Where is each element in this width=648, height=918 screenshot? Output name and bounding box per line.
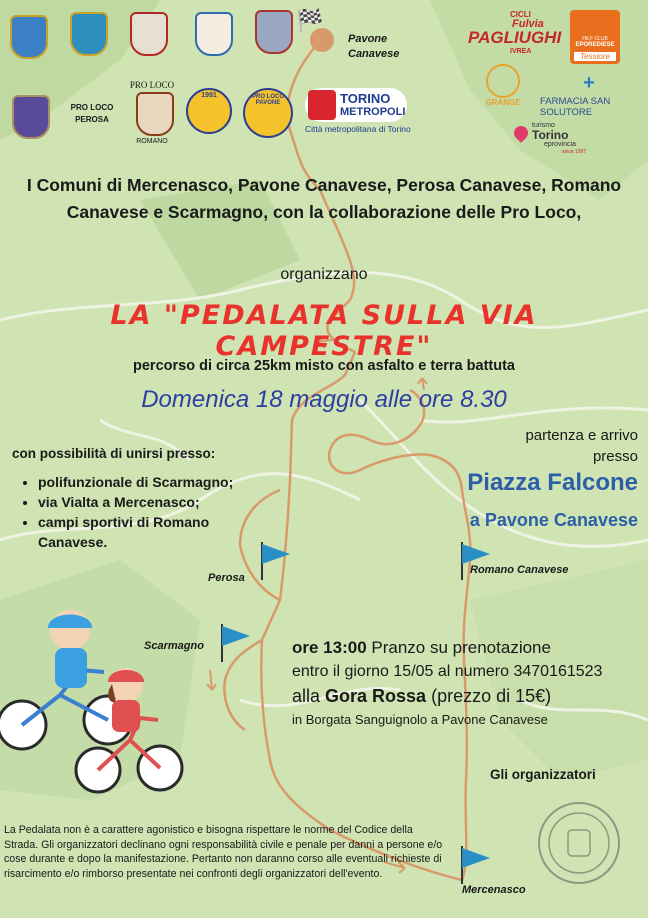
checkered-flags-icon: 🏁 — [296, 8, 324, 33]
place-scarmagno: Scarmagno — [144, 640, 204, 652]
cyclists-illustration — [0, 600, 200, 800]
lunch-price: (prezzo di 15€) — [426, 686, 552, 706]
join-list — [22, 472, 238, 552]
event-date: Domenica 18 maggio alle ore 8.30 — [141, 386, 507, 413]
join-title: con possibilità di unirsi presso: — [12, 446, 216, 461]
piazza-falcone: Piazza Falcone — [467, 469, 638, 496]
start-end-label — [525, 425, 638, 467]
lunch-line-1: Pranzo su prenotazione — [366, 638, 551, 657]
flag-scarmagno-icon — [218, 622, 252, 662]
start-label-pavone: Pavone Canavese — [348, 33, 400, 60]
list-item: • campi sportivi di Romano Canavese. — [38, 512, 238, 552]
place-perosa: Perosa — [208, 572, 245, 584]
list-item: • polifunzionale di Scarmagno; — [38, 472, 238, 492]
pavone-canavese-location: a Pavone Canavese — [469, 510, 638, 530]
pagliughi-label: PAGLIUGHI — [468, 28, 562, 47]
lunch-info — [292, 636, 602, 732]
lunch-line-2: entro il giorno 15/05 al numero 3470161523 — [292, 663, 603, 680]
crest-romano-proloco-logo — [136, 92, 174, 136]
organizzano-text: organizzano — [280, 266, 368, 283]
turismo-label: turismo — [532, 122, 555, 129]
flag-perosa-icon — [258, 540, 292, 580]
intro-text: I Comuni di Mercenasco, Pavone Canavese, Perosa Canavese, Romano Canavese e Scarmagno, con la collaborazione delle Pro Loco, — [26, 175, 622, 222]
grange-label: GRANGE — [485, 98, 521, 107]
lunch-venue: Gora Rossa — [325, 686, 427, 706]
crest-romano-logo — [130, 12, 168, 56]
list-item: • via Vialta a Mercenasco; — [38, 492, 238, 512]
citta-metropolitana-label: Città metropolitana di Torino — [305, 124, 411, 134]
event-title: LA "PEDALATA SULLA VIA CAMPESTRE" — [110, 300, 538, 362]
turismo-provincia-label: eprovincia — [544, 141, 576, 148]
place-romano: Romano Canavese — [470, 564, 569, 576]
turismo-since-label: since 1997 — [562, 149, 587, 155]
partenza-line-1: partenza e arrivo — [525, 427, 638, 444]
disclaimer-note: La Pedalata non è a carattere agonistico e bisogna rispettare le norme del Codice della Strada. Gli organizzatori declinano ogni responsabilità civile e penale per danni a persone e/o cose durante e dopo la manifestazione. Pertanto non daranno corso alle eventuali richieste di risarcimento e/o rimborso presentate nei confronti degli organizzatori dell'evento. — [4, 824, 443, 880]
tessiore-label: Tessiore — [574, 52, 616, 61]
lunch-time: ore 13:00 — [292, 638, 367, 657]
ivrea-label: IVREA — [510, 48, 532, 55]
crest-mercenasco-logo — [10, 15, 48, 59]
crest-scarmagno-logo — [70, 12, 108, 56]
flag-mercenasco-icon — [458, 844, 492, 884]
lunch-line-4: in Borgata Sanguignolo a Pavone Canavese — [292, 712, 548, 727]
place-mercenasco: Mercenasco — [462, 884, 526, 896]
crest-left-2-logo — [12, 95, 50, 139]
farmacia-label: FARMACIA SAN SOLUTORE — [540, 96, 611, 118]
hilf-label: HILF CLUB — [582, 36, 608, 42]
fulvia-label: Fulvia — [512, 18, 544, 30]
proloco-romano-bottom: ROMANO — [136, 138, 168, 145]
farmacia-cross-icon: + — [583, 72, 595, 94]
metropoli-label: METROPOLI — [340, 106, 406, 118]
proloco-pavone-text: PRO LOCO PAVONE — [251, 94, 284, 106]
torino-metropoli-crest-icon — [308, 90, 336, 120]
route-description: percorso di circa 25km misto con asfalto e terra battuta — [133, 358, 515, 374]
proloco-perosa-logo: PRO LOCO PEROSA — [70, 103, 114, 124]
proloco-romano-top: PRO LOCO — [129, 80, 175, 90]
grange-logo — [486, 64, 520, 98]
crest-pavone-logo — [255, 10, 293, 54]
crest-perosa-logo — [195, 12, 233, 56]
organizers-signature: Gli organizzatori — [490, 767, 596, 782]
eporediese-label: EPOREDIESE — [575, 42, 615, 48]
turismo-torino-label: Torino — [532, 128, 569, 142]
torino-label: TORINO — [340, 91, 391, 106]
partenza-line-2: presso — [592, 448, 638, 465]
lunch-line-3-pre: alla — [292, 686, 326, 706]
year-label: 1991 — [201, 92, 217, 99]
cicli-label: CICLI — [510, 10, 531, 19]
municipal-stamp — [536, 800, 622, 886]
